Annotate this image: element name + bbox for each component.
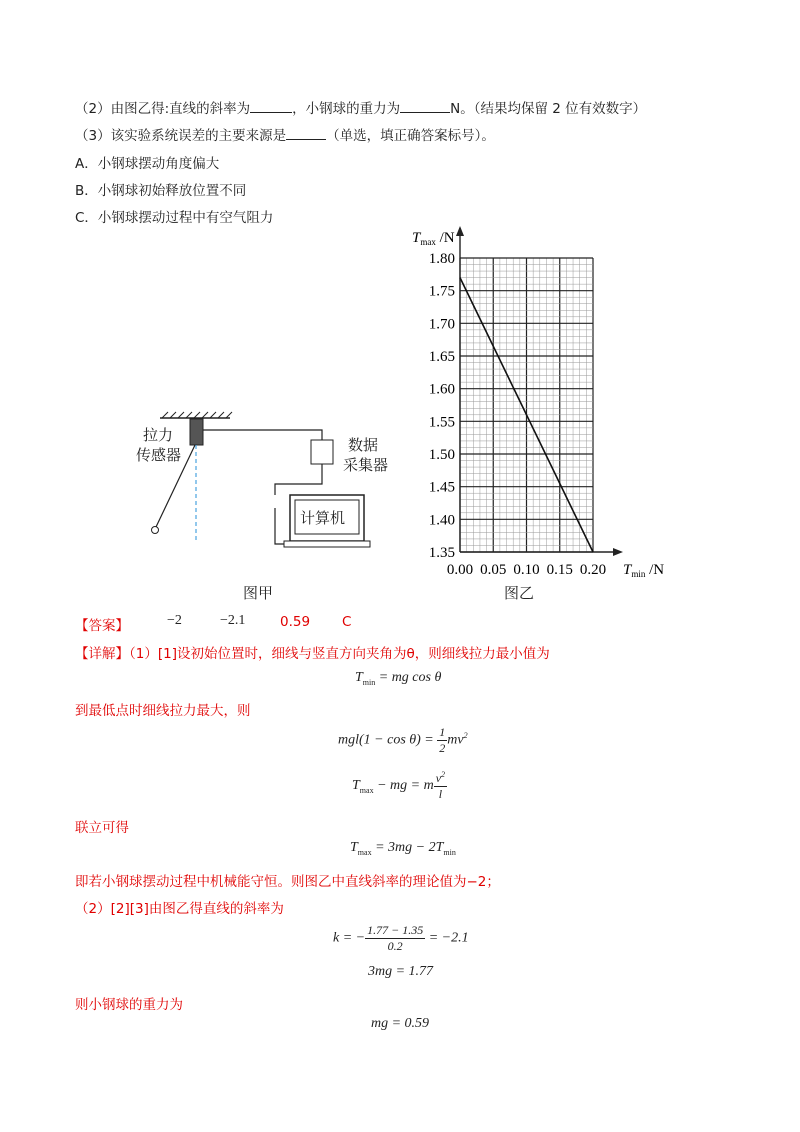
y-tick-label: 1.70 bbox=[428, 316, 455, 333]
explain-line-1 bbox=[75, 642, 550, 662]
answer-blank-slope[interactable] bbox=[250, 112, 292, 113]
option-a: A．小钢球摆动角度偏大 bbox=[75, 156, 220, 172]
equation-4: $T_{max} = 3mg - 2T_{min}$ bbox=[350, 840, 456, 857]
data-collector bbox=[311, 440, 333, 464]
force-sensor bbox=[190, 419, 203, 445]
explain-line-5: （2）[2][3]由图乙得直线的斜率为 bbox=[75, 901, 284, 917]
explain-label: 【详解】 bbox=[75, 646, 129, 662]
option-b: B．小钢球初始释放位置不同 bbox=[75, 183, 247, 199]
x-tick-label: 0.20 bbox=[579, 562, 607, 578]
q2-mid: ，小钢球的重力为 bbox=[292, 101, 401, 117]
answer-value-2: −2.1 bbox=[220, 613, 246, 628]
equation-7: mg = 0.59 bbox=[371, 1016, 430, 1031]
sensor-label-1: 拉力 bbox=[143, 426, 174, 444]
computer-label: 计算机 bbox=[300, 509, 346, 527]
q3-suffix: （单选，填正确答案标号）。 bbox=[326, 128, 495, 144]
y-tick-label: 1.50 bbox=[428, 447, 455, 463]
figure-b-caption: 图乙 bbox=[504, 584, 535, 602]
equation-5: k = − $\frac{1.77 - 1.35}{0.2}$ = −2.1 bbox=[333, 923, 469, 953]
answer-blank-gravity[interactable] bbox=[400, 112, 450, 113]
y-axis-label: $T_{max}$ /N bbox=[412, 230, 455, 247]
answer-value-4: C bbox=[342, 614, 352, 630]
x-axis-arrow bbox=[613, 548, 623, 556]
y-tick-label: 1.65 bbox=[428, 349, 455, 365]
answer-value-3: 0.59 bbox=[280, 614, 311, 630]
y-tick-label: 1.80 bbox=[428, 251, 455, 267]
figure-b-chart bbox=[400, 220, 690, 600]
answer-value-1: −2 bbox=[167, 613, 182, 628]
q3-prefix: （3）该实验系统误差的主要来源是 bbox=[75, 128, 287, 144]
explain-line-3: 联立可得 bbox=[75, 820, 129, 836]
q2-prefix: （2）由图乙得:直线的斜率为 bbox=[75, 101, 251, 117]
y-tick-label: 1.45 bbox=[428, 479, 455, 496]
option-c: C．小钢球摆动过程中有空气阻力 bbox=[75, 210, 274, 226]
y-tick-label: 1.40 bbox=[428, 512, 455, 529]
y-tick-label: 1.75 bbox=[428, 283, 455, 300]
explain-line-2: 到最低点时细线拉力最大，则 bbox=[75, 703, 251, 719]
y-tick-label: 1.60 bbox=[428, 381, 455, 398]
x-tick-label: 0.00 bbox=[446, 562, 474, 578]
equation-3: $T_{max}$ − mg = m $\frac{v^2}{l}$ bbox=[352, 770, 446, 801]
y-tick-label: 1.35 bbox=[428, 545, 455, 561]
question-2 bbox=[75, 97, 646, 117]
steel-ball bbox=[152, 527, 159, 534]
x-tick-label: 0.05 bbox=[480, 562, 507, 578]
y-axis-arrow bbox=[456, 226, 464, 236]
explain-line-1-text: （1）[1]设初始位置时，细线与竖直方向夹角为θ，则细线拉力最小值为 bbox=[129, 646, 550, 662]
x-axis-label: $T_{min}$ /N bbox=[623, 562, 665, 579]
y-tick-label: 1.55 bbox=[428, 414, 455, 431]
equation-2: mgl(1 − cos θ) = $\frac{1}{2}$ $mv^2$ bbox=[338, 725, 468, 755]
x-tick-label: 0.15 bbox=[546, 562, 573, 578]
figure-a-caption: 图甲 bbox=[243, 584, 274, 602]
answer-blank-source[interactable] bbox=[286, 139, 326, 140]
explain-line-4: 即若小钢球摆动过程中机械能守恒。则图乙中直线斜率的理论值为−2； bbox=[75, 874, 500, 890]
question-3 bbox=[75, 124, 495, 144]
x-tick-label: 0.10 bbox=[513, 562, 540, 578]
q2-end: N。（结果均保留 2 位有效数字） bbox=[450, 101, 647, 117]
equation-1: $T_{min}$ = mg cos θ bbox=[355, 670, 442, 687]
explain-line-6: 则小钢球的重力为 bbox=[75, 997, 183, 1013]
equation-6: 3mg = 1.77 bbox=[368, 964, 434, 979]
collector-label-2: 采集器 bbox=[343, 456, 389, 474]
answer-label: 【答案】 bbox=[75, 618, 129, 634]
sensor-label-2: 传感器 bbox=[136, 446, 182, 464]
collector-label-1: 数据 bbox=[348, 436, 379, 454]
